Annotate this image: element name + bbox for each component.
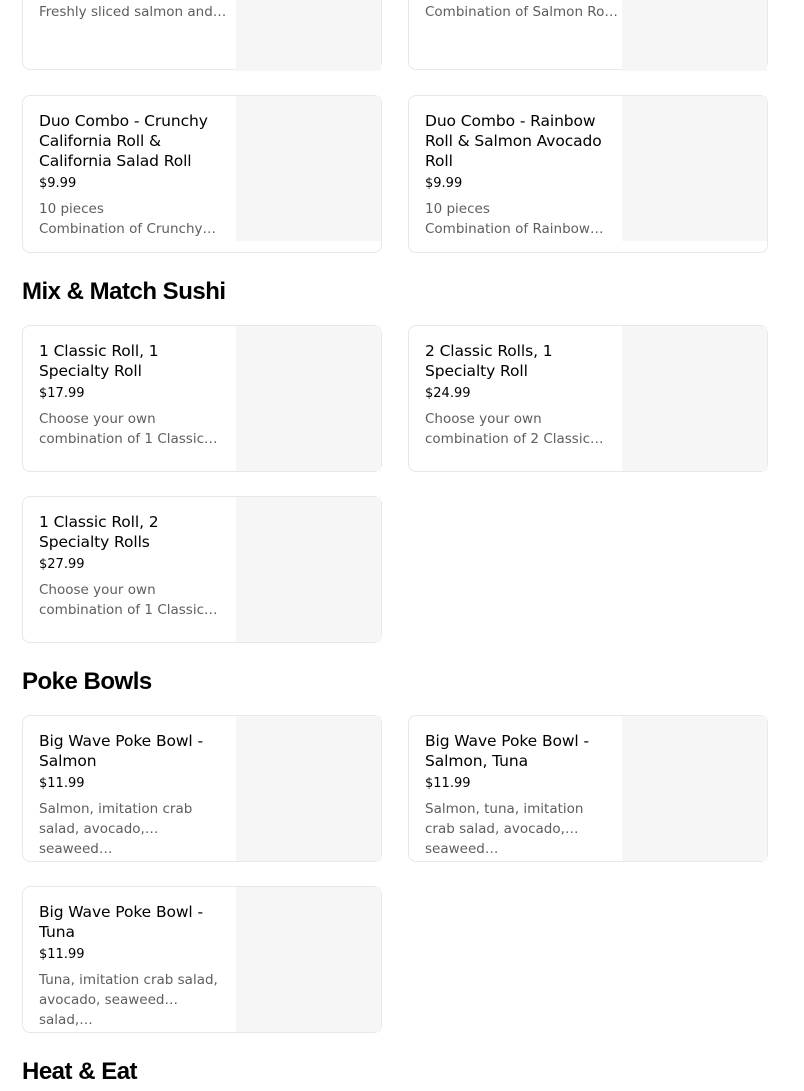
menu-item-info	[39, 0, 227, 22]
menu-item-info	[425, 111, 607, 239]
menu-item-info	[425, 341, 607, 449]
menu-item-info	[425, 0, 618, 22]
menu-item-name: Duo Combo - Rainbow Roll & Salmon Avocado Roll	[425, 112, 602, 170]
menu-item-description: Salmon, imitation crab salad, avocado, seaweed…	[39, 801, 193, 857]
menu-item-card[interactable]	[408, 715, 768, 862]
menu-item-description: Choose your own combination of 2 Classic…	[425, 411, 604, 447]
menu-item-price: $27.99	[39, 557, 85, 572]
menu-item-name: 1 Classic Roll, 1 Specialty Roll	[39, 342, 159, 380]
menu-item-name: Big Wave Poke Bowl - Tuna	[39, 903, 203, 941]
menu-item-image	[236, 887, 381, 1032]
menu-item-name: Big Wave Poke Bowl - Salmon, Tuna	[425, 732, 589, 770]
menu-item-description: Combination of Crunchy…	[39, 221, 216, 237]
menu-item-description: Choose your own combination of 1 Classic…	[39, 411, 218, 447]
menu-item-name: Duo Combo - Crunchy California Roll & California Salad Roll	[39, 112, 208, 170]
menu-item-card[interactable]	[22, 496, 382, 643]
menu-item-name: 2 Classic Rolls, 1 Specialty Roll	[425, 342, 553, 380]
menu-item-price: $11.99	[39, 947, 85, 962]
menu-item-card[interactable]	[22, 325, 382, 472]
menu-item-description: Combination of Rainbow…	[425, 221, 604, 237]
menu-item-image	[622, 716, 767, 861]
menu-item-description: Salmon, tuna, imitation crab salad, avocado, seaweed…	[425, 801, 584, 857]
menu-item-card[interactable]	[22, 715, 382, 862]
menu-item-price: $11.99	[39, 776, 85, 791]
menu-item-price: $9.99	[425, 176, 463, 191]
menu-item-image	[622, 96, 767, 241]
menu-item-image	[236, 497, 381, 642]
menu-item-image	[236, 0, 381, 71]
menu-item-name: 1 Classic Roll, 2 Specialty Rolls	[39, 513, 159, 551]
menu-item-card[interactable]	[408, 95, 768, 253]
menu-item-info	[39, 902, 221, 1028]
menu-item-description: Tuna, imitation crab salad, avocado, seaweed salad,…	[39, 972, 218, 1028]
section-title-poke-bowls: Poke Bowls	[22, 668, 152, 695]
section-title-heat-eat: Heat & Eat	[22, 1058, 138, 1085]
section-title-mix-match: Mix & Match Sushi	[22, 278, 226, 305]
menu-item-description: Combination of Salmon Ro…	[425, 4, 618, 20]
menu-item-card[interactable]	[22, 0, 382, 70]
menu-item-card[interactable]	[22, 886, 382, 1033]
menu-item-card[interactable]	[22, 95, 382, 253]
menu-item-pieces: 10 pieces	[425, 201, 490, 217]
menu-item-price: $24.99	[425, 386, 471, 401]
menu-item-info	[39, 512, 221, 620]
menu-item-image	[236, 96, 381, 241]
menu-item-info	[39, 111, 221, 239]
menu-item-info	[425, 731, 607, 857]
menu-item-description: Choose your own combination of 1 Classic…	[39, 582, 218, 618]
menu-item-description: Freshly sliced salmon and…	[39, 4, 227, 20]
menu-item-info	[39, 341, 221, 449]
menu-item-price: $17.99	[39, 386, 85, 401]
menu-item-price: $9.99	[39, 176, 77, 191]
menu-item-image	[236, 326, 381, 471]
menu-item-info	[39, 731, 221, 857]
menu-item-name: Big Wave Poke Bowl - Salmon	[39, 732, 203, 770]
menu-item-card[interactable]	[408, 325, 768, 472]
menu-item-card[interactable]	[408, 0, 768, 70]
menu-item-image	[622, 326, 767, 471]
menu-item-image	[622, 0, 767, 71]
menu-item-pieces: 10 pieces	[39, 201, 104, 217]
menu-item-price: $11.99	[425, 776, 471, 791]
menu-item-image	[236, 716, 381, 861]
